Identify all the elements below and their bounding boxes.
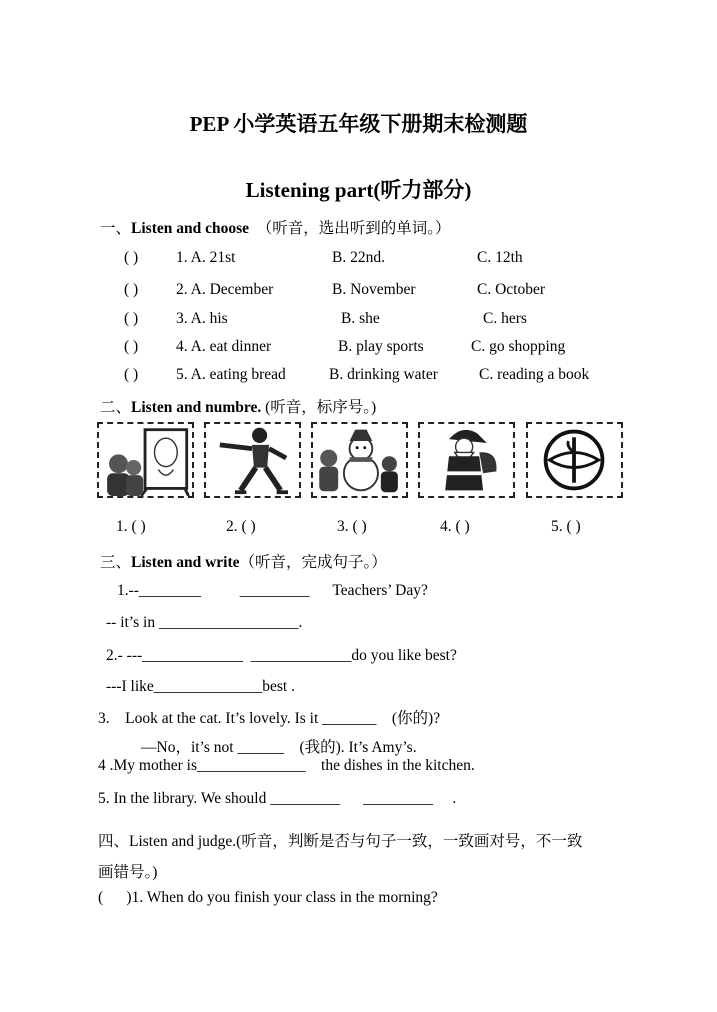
judge-item-1: ( )1. When do you finish your class in the morning? <box>98 889 438 906</box>
section-1-title-cn: （听音，选出听到的单词。） <box>256 220 451 237</box>
question-2-paren[interactable]: ( ) <box>124 281 139 298</box>
section-1-heading <box>100 216 451 238</box>
write-line-7: 4 .My mother is______________ the dishes in the kitchen. <box>98 757 475 774</box>
drawing-picture <box>97 422 194 498</box>
snowman-kids-picture <box>311 422 408 498</box>
picture-2-answer[interactable]: 2. ( ) <box>226 518 256 535</box>
question-1-option-c: C. 12th <box>477 249 523 266</box>
question-3-option-c: C. hers <box>483 310 527 327</box>
write-line-6: —No，it’s not ______ (我的). It’s Amy’s. <box>141 739 417 756</box>
picture-4-answer[interactable]: 4. ( ) <box>440 518 470 535</box>
question-5-option-c: C. reading a book <box>479 366 590 383</box>
question-1-option-b: B. 22nd. <box>332 249 385 266</box>
question-1-paren[interactable]: ( ) <box>124 249 139 266</box>
question-4-paren[interactable]: ( ) <box>124 338 139 355</box>
question-3-option-b: B. she <box>341 310 380 327</box>
question-5-paren[interactable]: ( ) <box>124 366 139 383</box>
section-4-heading-cont: 画错号。) <box>98 864 158 881</box>
section-1-title-en: Listen and choose <box>131 220 250 237</box>
quiet-sign-picture <box>526 422 623 498</box>
picture-1-answer[interactable]: 1. ( ) <box>116 518 146 535</box>
kung-fu-picture <box>204 422 301 498</box>
section-2-title-en: Listen and numbre. <box>131 399 262 416</box>
question-5-option-a: 5. A. eating bread <box>176 366 286 383</box>
section-1-number: 一、 <box>100 220 132 237</box>
question-2-option-a: 2. A. December <box>176 281 274 298</box>
question-2-option-c: C. October <box>477 281 546 298</box>
question-3-paren[interactable]: ( ) <box>124 310 139 327</box>
write-line-3: 2.- ---_____________ _____________do you like best? <box>106 647 457 664</box>
question-4-option-c: C. go shopping <box>471 338 566 355</box>
write-line-1: 1.--________ _________ Teachers’ Day? <box>117 582 428 599</box>
write-line-8: 5. In the library. We should _________ _________ . <box>98 790 457 807</box>
section-3-number: 三、 <box>100 554 132 571</box>
section-3-title-en: Listen and write <box>131 554 240 571</box>
section-3-heading <box>100 550 387 572</box>
santa-picture <box>418 422 515 498</box>
picture-5-answer[interactable]: 5. ( ) <box>551 518 581 535</box>
question-4-option-b: B. play sports <box>338 338 424 355</box>
section-4-heading: 四、Listen and judge.(听音，判断是否与句子一致，一致画对号，不一致 <box>98 833 583 850</box>
section-2-number: 二、 <box>100 399 132 416</box>
question-1-option-a: 1. A. 21st <box>176 249 236 266</box>
page-subtitle: Listening part(听力部分) <box>245 178 472 202</box>
write-line-4: ---I like______________best . <box>106 678 295 695</box>
question-2-option-b: B. November <box>332 281 416 298</box>
section-2-title-cn: (听音，标序号。) <box>261 399 377 416</box>
question-3-option-a: 3. A. his <box>176 310 228 327</box>
write-line-2: -- it’s in __________________. <box>106 614 303 631</box>
question-4-option-a: 4. A. eat dinner <box>176 338 272 355</box>
picture-3-answer[interactable]: 3. ( ) <box>337 518 367 535</box>
page-title: PEP 小学英语五年级下册期末检测题 <box>189 112 528 136</box>
section-2-heading <box>100 395 376 417</box>
question-5-option-b: B. drinking water <box>329 366 438 383</box>
write-line-5: 3. Look at the cat. It’s lovely. Is it _______ (你的)? <box>98 710 441 727</box>
section-3-title-cn: （听音，完成句子。） <box>239 554 387 571</box>
